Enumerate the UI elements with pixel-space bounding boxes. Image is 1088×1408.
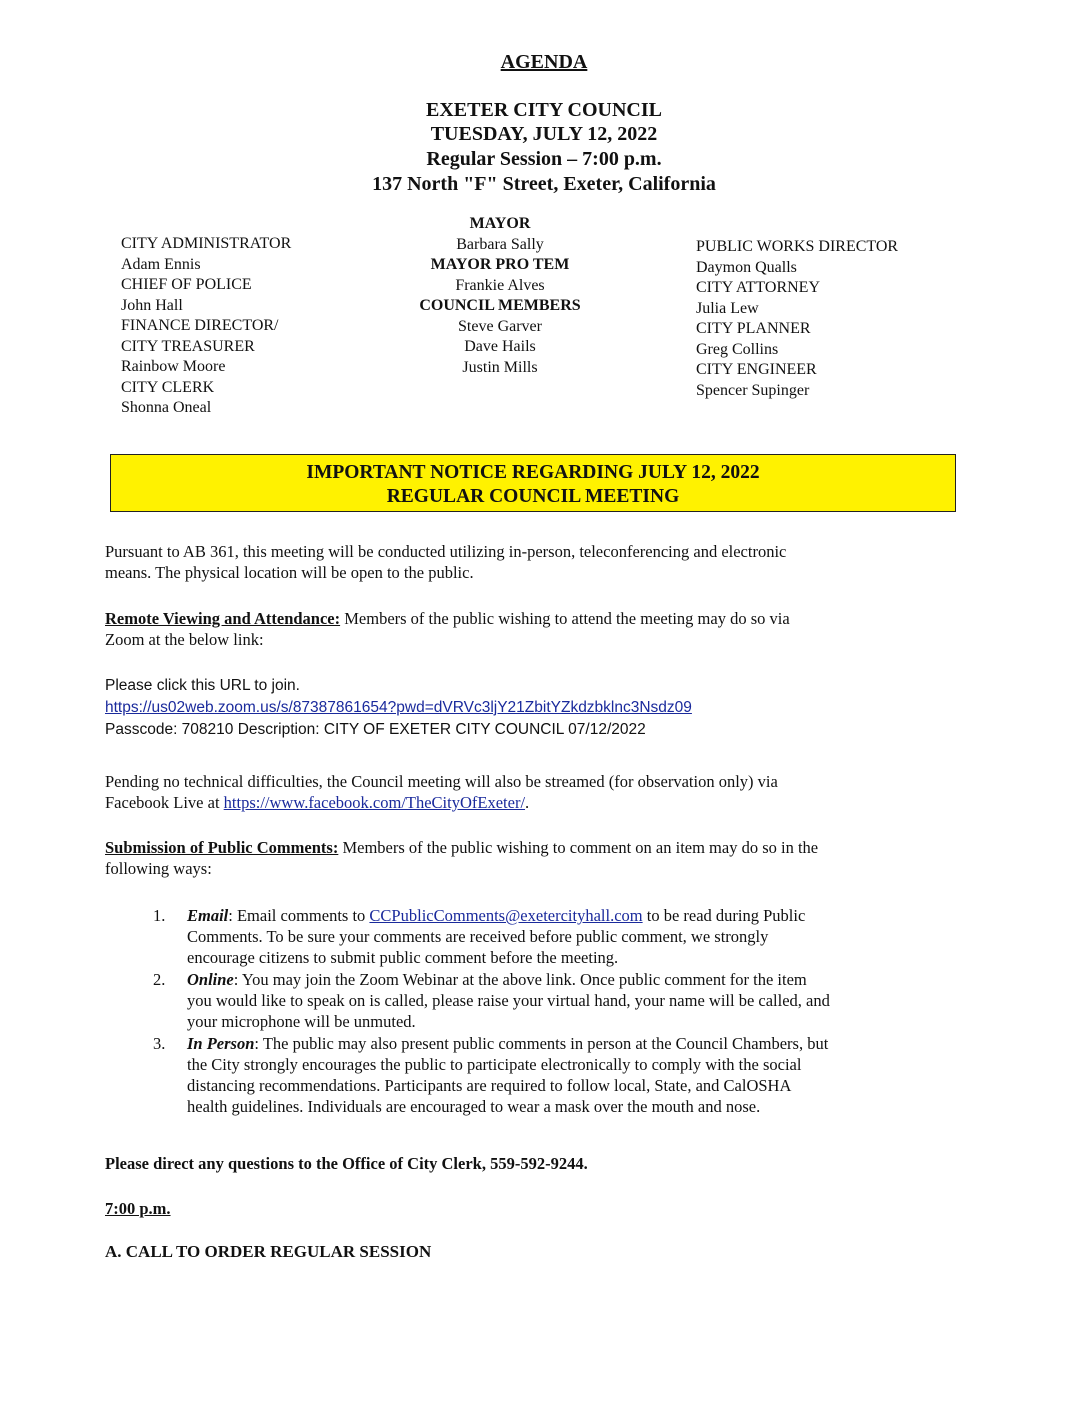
official-title: CHIEF OF POLICE <box>121 276 252 293</box>
official-name: Frankie Alves <box>455 276 545 294</box>
official-name: Barbara Sally <box>456 235 544 253</box>
official-name: Rainbow Moore <box>121 358 226 375</box>
comment-method-item <box>105 905 985 968</box>
official-title: CITY TREASURER <box>121 337 255 355</box>
remote-line-1: Members of the public wishing to attend the meeting may do so via <box>340 609 790 628</box>
comments-paragraph <box>105 837 985 879</box>
item-line <box>187 1054 985 1075</box>
official-name: John Hall <box>121 296 183 314</box>
item-text: encourage citizens to submit public comment before the meeting. <box>187 948 619 967</box>
item-line <box>187 1075 985 1096</box>
session-time: Regular Session – 7:00 p.m. <box>426 148 662 170</box>
intro-line-2: means. The physical location will be open to the public. <box>105 563 474 582</box>
official-name: Dave Hails <box>464 338 536 355</box>
item-text: the City strongly encourages the public to participate electronically to comply with the social <box>187 1055 802 1074</box>
official-title: CITY ATTORNEY <box>696 279 820 296</box>
comments-heading: Submission of Public Comments: <box>105 838 339 857</box>
item-line <box>187 969 985 990</box>
official-title: FINANCE DIRECTOR/ <box>121 317 279 334</box>
official-title: CITY PLANNER <box>696 320 811 337</box>
official-name: Julia Lew <box>696 299 759 317</box>
item-text: to be read during Public <box>642 906 806 925</box>
official-name: Spencer Supinger <box>696 381 810 399</box>
remote-heading: Remote Viewing and Attendance: <box>105 609 341 628</box>
item-line <box>187 905 985 926</box>
agenda-heading: AGENDA <box>500 51 588 73</box>
official-name: Steve Garver <box>458 317 542 335</box>
officials-center-column <box>380 214 620 378</box>
item-text: distancing recommendations. Participants are required to follow local, State, and CalOSHA <box>187 1076 792 1095</box>
item-text: you would like to speak on is called, please raise your virtual hand, your name will be called, and <box>187 991 830 1010</box>
item-line <box>187 1096 985 1117</box>
notice-line-2: REGULAR COUNCIL MEETING <box>386 486 680 507</box>
item-text: : You may join the Zoom Webinar at the above link. Once public comment for the item <box>233 970 807 989</box>
official-title: COUNCIL MEMBERS <box>419 297 581 314</box>
time-heading: 7:00 p.m. <box>105 1199 171 1218</box>
intro-line-1: Pursuant to AB 361, this meeting will be conducted utilizing in-person, teleconferencing and electronic <box>105 542 787 561</box>
notice-line-1: IMPORTANT NOTICE REGARDING JULY 12, 2022 <box>306 462 760 483</box>
official-title: CITY CLERK <box>121 378 215 396</box>
item-line <box>187 1011 985 1032</box>
item-label: Online <box>187 970 234 989</box>
item-text: : Email comments to <box>228 906 370 925</box>
questions-line: Please direct any questions to the Office of City Clerk, 559-592-9244. <box>105 1154 588 1173</box>
meeting-date: TUESDAY, JULY 12, 2022 <box>430 123 658 145</box>
stream-line-1: Pending no technical difficulties, the Council meeting will also be streamed (for observation only) via <box>105 772 778 791</box>
item-text: health guidelines. Individuals are encouraged to wear a mask over the mouth and nose. <box>187 1097 761 1116</box>
zoom-prompt: Please click this URL to join. <box>105 677 300 694</box>
official-title: MAYOR <box>469 215 531 232</box>
remote-line-2: Zoom at the below link: <box>105 630 264 649</box>
zoom-passcode: Passcode: 708210 Description: CITY OF EXETER CITY COUNCIL 07/12/2022 <box>105 721 646 738</box>
item-label: Email <box>187 906 229 925</box>
email-link[interactable]: CCPublicComments@exetercityhall.com <box>369 906 643 925</box>
council-name: EXETER CITY COUNCIL <box>426 99 662 121</box>
remote-paragraph <box>105 608 965 650</box>
section-a-heading: A. CALL TO ORDER REGULAR SESSION <box>105 1242 432 1261</box>
comments-line-1: Members of the public wishing to comment on an item may do so in the <box>338 838 819 857</box>
item-line <box>187 926 985 947</box>
item-number: 1. <box>153 906 166 925</box>
official-title: CITY ADMINISTRATOR <box>121 235 292 252</box>
officials-left-column <box>121 234 291 419</box>
stream-prefix: Facebook Live at <box>105 793 224 812</box>
zoom-url-link[interactable]: https://us02web.zoom.us/s/87387861654?pwd=dVRVc3ljY21ZbitYZkdzbklnc3Nsdz09 <box>105 699 692 716</box>
intro-paragraph <box>105 541 965 583</box>
item-number: 3. <box>153 1034 166 1053</box>
item-number: 2. <box>153 970 166 989</box>
official-name: Daymon Qualls <box>696 258 797 276</box>
official-name: Adam Ennis <box>121 255 201 273</box>
comments-list <box>105 905 985 1118</box>
zoom-info <box>105 675 1005 741</box>
facebook-link[interactable]: https://www.facebook.com/TheCityOfExeter/ <box>223 793 526 812</box>
comment-method-item <box>105 1033 985 1117</box>
official-title: PUBLIC WORKS DIRECTOR <box>696 238 899 255</box>
item-text: Comments. To be sure your comments are received before public comment, we strongly <box>187 927 769 946</box>
officials-right-column <box>696 237 898 401</box>
official-name: Shonna Oneal <box>121 399 212 416</box>
item-text: : The public may also present public comments in person at the Council Chambers, but <box>254 1034 829 1053</box>
official-title: CITY ENGINEER <box>696 361 817 378</box>
stream-paragraph <box>105 771 985 813</box>
item-label: In Person <box>187 1034 255 1053</box>
item-text: your microphone will be unmuted. <box>187 1012 416 1031</box>
official-name: Greg Collins <box>696 340 779 358</box>
comment-method-item <box>105 969 985 1032</box>
official-title: MAYOR PRO TEM <box>430 256 570 273</box>
item-line <box>187 990 985 1011</box>
important-notice-box <box>110 454 956 512</box>
stream-suffix: . <box>525 793 530 812</box>
comments-line-2: following ways: <box>105 859 212 878</box>
meeting-address: 137 North "F" Street, Exeter, California <box>372 173 716 195</box>
official-name: Justin Mills <box>462 358 538 376</box>
item-line <box>187 1033 985 1054</box>
item-line <box>187 947 985 968</box>
